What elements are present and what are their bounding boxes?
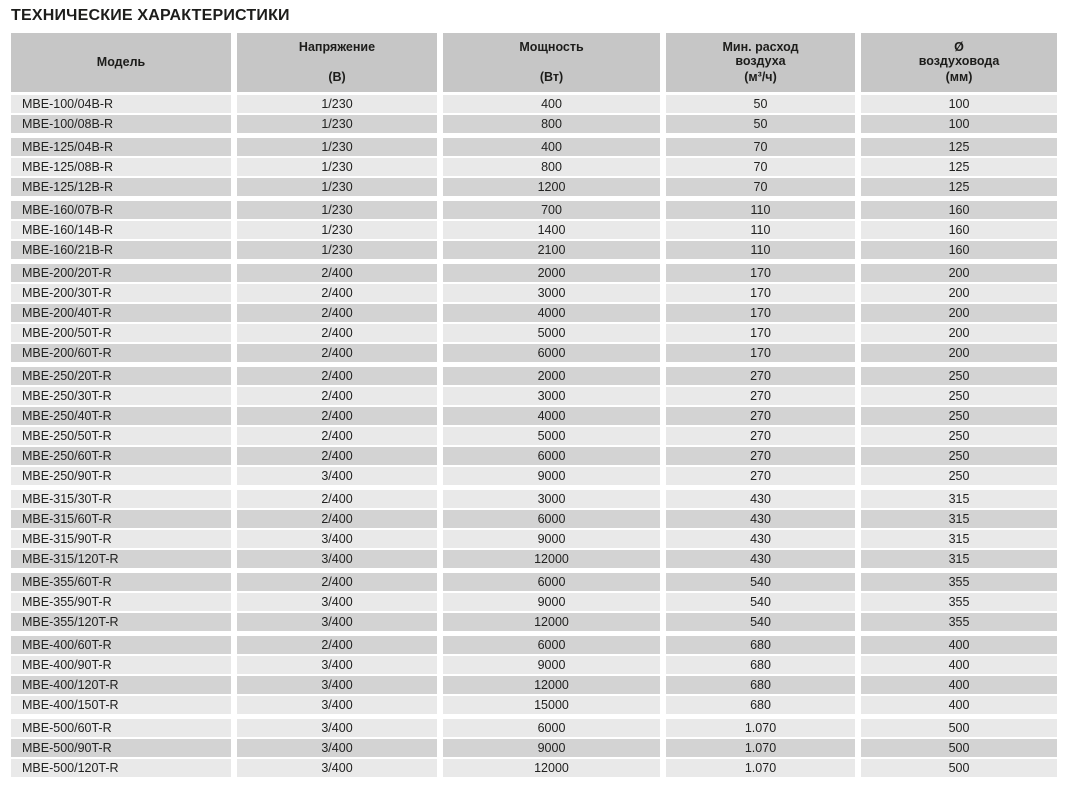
cell-power: 4000 — [443, 304, 660, 322]
table-row — [11, 719, 1057, 737]
cell-airflow: 270 — [666, 407, 855, 425]
cell-diameter: 160 — [861, 241, 1057, 259]
cell-model: MBE-355/120T-R — [11, 613, 231, 631]
table-row — [11, 304, 1057, 322]
cell-diameter: 250 — [861, 427, 1057, 445]
cell-voltage: 2/400 — [237, 284, 437, 302]
column-header-diameter-title — [919, 40, 1000, 68]
cell-voltage: 3/400 — [237, 656, 437, 674]
table-row — [11, 676, 1057, 694]
cell-voltage: 1/230 — [237, 221, 437, 239]
table-row — [11, 95, 1057, 113]
cell-airflow: 50 — [666, 95, 855, 113]
cell-model: MBE-250/50T-R — [11, 427, 231, 445]
cell-voltage: 1/230 — [237, 115, 437, 133]
table-row — [11, 387, 1057, 405]
cell-airflow: 270 — [666, 427, 855, 445]
cell-power: 15000 — [443, 696, 660, 714]
cell-airflow: 270 — [666, 367, 855, 385]
cell-model: MBE-125/08B-R — [11, 158, 231, 176]
table-row — [11, 115, 1057, 133]
column-header-airflow-title — [722, 40, 798, 68]
column-header-voltage-title — [299, 40, 375, 54]
cell-model: MBE-200/20T-R — [11, 264, 231, 282]
header-line: Ø — [954, 40, 964, 54]
cell-power: 700 — [443, 201, 660, 219]
cell-power: 5000 — [443, 427, 660, 445]
cell-diameter: 250 — [861, 467, 1057, 485]
table-row — [11, 739, 1057, 757]
cell-diameter: 100 — [861, 115, 1057, 133]
table-body — [11, 95, 1057, 777]
cell-diameter: 160 — [861, 201, 1057, 219]
cell-diameter: 250 — [861, 387, 1057, 405]
cell-airflow: 70 — [666, 138, 855, 156]
cell-power: 9000 — [443, 530, 660, 548]
column-header-voltage-unit: (В) — [328, 70, 346, 84]
cell-diameter: 500 — [861, 739, 1057, 757]
cell-diameter: 125 — [861, 138, 1057, 156]
cell-model: MBE-100/04B-R — [11, 95, 231, 113]
cell-model: MBE-500/120T-R — [11, 759, 231, 777]
cell-power: 9000 — [443, 593, 660, 611]
cell-diameter: 200 — [861, 284, 1057, 302]
table-row — [11, 593, 1057, 611]
cell-power: 1200 — [443, 178, 660, 196]
cell-power: 800 — [443, 158, 660, 176]
column-header-airflow-unit: (м³/ч) — [744, 70, 777, 84]
cell-diameter: 250 — [861, 367, 1057, 385]
cell-model: MBE-400/60T-R — [11, 636, 231, 654]
model-group — [11, 490, 1057, 568]
cell-power: 400 — [443, 95, 660, 113]
cell-model: MBE-250/40T-R — [11, 407, 231, 425]
table-row — [11, 138, 1057, 156]
cell-power: 1400 — [443, 221, 660, 239]
model-group — [11, 573, 1057, 631]
cell-diameter: 100 — [861, 95, 1057, 113]
cell-model: MBE-160/14B-R — [11, 221, 231, 239]
model-group — [11, 95, 1057, 133]
cell-airflow: 1.070 — [666, 759, 855, 777]
cell-voltage: 2/400 — [237, 573, 437, 591]
cell-voltage: 2/400 — [237, 407, 437, 425]
cell-diameter: 250 — [861, 447, 1057, 465]
cell-voltage: 2/400 — [237, 427, 437, 445]
cell-voltage: 3/400 — [237, 530, 437, 548]
table-row — [11, 367, 1057, 385]
cell-diameter: 400 — [861, 696, 1057, 714]
table-row — [11, 550, 1057, 568]
cell-model: MBE-125/04B-R — [11, 138, 231, 156]
cell-airflow: 680 — [666, 696, 855, 714]
cell-model: MBE-200/50T-R — [11, 324, 231, 342]
header-line: Напряжение — [298, 40, 376, 54]
cell-diameter: 315 — [861, 550, 1057, 568]
model-group — [11, 367, 1057, 485]
table-row — [11, 407, 1057, 425]
cell-voltage: 2/400 — [237, 447, 437, 465]
cell-model: MBE-250/90T-R — [11, 467, 231, 485]
cell-voltage: 3/400 — [237, 550, 437, 568]
column-header-power-title — [519, 40, 583, 54]
cell-power: 2100 — [443, 241, 660, 259]
cell-airflow: 540 — [666, 593, 855, 611]
cell-model: MBE-160/07B-R — [11, 201, 231, 219]
cell-airflow: 110 — [666, 221, 855, 239]
cell-diameter: 400 — [861, 656, 1057, 674]
cell-model: MBE-125/12B-R — [11, 178, 231, 196]
table-row — [11, 510, 1057, 528]
cell-diameter: 200 — [861, 264, 1057, 282]
cell-power: 800 — [443, 115, 660, 133]
cell-airflow: 680 — [666, 656, 855, 674]
cell-voltage: 3/400 — [237, 593, 437, 611]
cell-diameter: 125 — [861, 178, 1057, 196]
cell-diameter: 400 — [861, 636, 1057, 654]
cell-model: MBE-355/90T-R — [11, 593, 231, 611]
table-row — [11, 324, 1057, 342]
cell-airflow: 430 — [666, 490, 855, 508]
table-row — [11, 613, 1057, 631]
cell-diameter: 355 — [861, 573, 1057, 591]
column-header-model-title — [97, 55, 145, 69]
cell-voltage: 2/400 — [237, 304, 437, 322]
column-header-voltage — [237, 33, 437, 92]
cell-voltage: 3/400 — [237, 719, 437, 737]
table-row — [11, 284, 1057, 302]
cell-voltage: 1/230 — [237, 138, 437, 156]
cell-voltage: 2/400 — [237, 367, 437, 385]
cell-power: 6000 — [443, 573, 660, 591]
cell-model: MBE-355/60T-R — [11, 573, 231, 591]
cell-power: 2000 — [443, 367, 660, 385]
cell-model: MBE-200/40T-R — [11, 304, 231, 322]
cell-voltage: 2/400 — [237, 387, 437, 405]
cell-voltage: 1/230 — [237, 95, 437, 113]
table-row — [11, 264, 1057, 282]
cell-power: 2000 — [443, 264, 660, 282]
cell-diameter: 200 — [861, 344, 1057, 362]
cell-diameter: 500 — [861, 759, 1057, 777]
table-row — [11, 427, 1057, 445]
table-header-row — [11, 33, 1057, 92]
cell-model: MBE-500/60T-R — [11, 719, 231, 737]
cell-diameter: 250 — [861, 407, 1057, 425]
table-row — [11, 158, 1057, 176]
cell-model: MBE-200/60T-R — [11, 344, 231, 362]
cell-diameter: 200 — [861, 304, 1057, 322]
header-line: воздуховода — [918, 54, 1000, 68]
table-row — [11, 636, 1057, 654]
cell-voltage: 3/400 — [237, 759, 437, 777]
cell-power: 6000 — [443, 344, 660, 362]
cell-voltage: 3/400 — [237, 739, 437, 757]
cell-voltage: 1/230 — [237, 241, 437, 259]
cell-airflow: 680 — [666, 676, 855, 694]
cell-voltage: 1/230 — [237, 178, 437, 196]
cell-diameter: 125 — [861, 158, 1057, 176]
cell-model: MBE-160/21B-R — [11, 241, 231, 259]
cell-power: 9000 — [443, 739, 660, 757]
cell-airflow: 50 — [666, 115, 855, 133]
cell-voltage: 2/400 — [237, 510, 437, 528]
cell-voltage: 3/400 — [237, 696, 437, 714]
cell-airflow: 170 — [666, 344, 855, 362]
table-row — [11, 573, 1057, 591]
cell-power: 6000 — [443, 510, 660, 528]
cell-airflow: 170 — [666, 324, 855, 342]
cell-diameter: 160 — [861, 221, 1057, 239]
table-row — [11, 656, 1057, 674]
model-group — [11, 264, 1057, 362]
table-row — [11, 759, 1057, 777]
cell-voltage: 2/400 — [237, 490, 437, 508]
cell-airflow: 540 — [666, 613, 855, 631]
model-group — [11, 719, 1057, 777]
cell-airflow: 270 — [666, 467, 855, 485]
cell-airflow: 170 — [666, 304, 855, 322]
cell-airflow: 430 — [666, 510, 855, 528]
cell-voltage: 2/400 — [237, 636, 437, 654]
cell-airflow: 110 — [666, 201, 855, 219]
cell-airflow: 110 — [666, 241, 855, 259]
cell-model: MBE-315/60T-R — [11, 510, 231, 528]
table-row — [11, 530, 1057, 548]
header-line: воздуха — [735, 54, 786, 68]
cell-model: MBE-315/30T-R — [11, 490, 231, 508]
cell-diameter: 315 — [861, 510, 1057, 528]
cell-power: 400 — [443, 138, 660, 156]
cell-model: MBE-250/30T-R — [11, 387, 231, 405]
page-title: ТЕХНИЧЕСКИЕ ХАРАКТЕРИСТИКИ — [11, 7, 290, 24]
cell-model: MBE-400/150T-R — [11, 696, 231, 714]
cell-model: MBE-200/30T-R — [11, 284, 231, 302]
cell-model: MBE-315/120T-R — [11, 550, 231, 568]
column-header-model — [11, 33, 231, 92]
cell-power: 12000 — [443, 676, 660, 694]
cell-airflow: 1.070 — [666, 719, 855, 737]
table-row — [11, 447, 1057, 465]
column-header-airflow — [666, 33, 855, 92]
cell-model: MBE-500/90T-R — [11, 739, 231, 757]
cell-airflow: 680 — [666, 636, 855, 654]
cell-power: 3000 — [443, 284, 660, 302]
model-group — [11, 201, 1057, 259]
table-row — [11, 490, 1057, 508]
cell-model: MBE-315/90T-R — [11, 530, 231, 548]
cell-airflow: 430 — [666, 550, 855, 568]
header-line: Мощность — [519, 40, 584, 54]
model-group — [11, 138, 1057, 196]
cell-power: 4000 — [443, 407, 660, 425]
model-group — [11, 636, 1057, 714]
cell-power: 3000 — [443, 490, 660, 508]
table-row — [11, 467, 1057, 485]
cell-airflow: 270 — [666, 387, 855, 405]
cell-voltage: 2/400 — [237, 324, 437, 342]
cell-airflow: 70 — [666, 158, 855, 176]
cell-voltage: 3/400 — [237, 467, 437, 485]
cell-airflow: 1.070 — [666, 739, 855, 757]
cell-diameter: 355 — [861, 593, 1057, 611]
cell-power: 12000 — [443, 613, 660, 631]
table-row — [11, 696, 1057, 714]
cell-model: MBE-250/20T-R — [11, 367, 231, 385]
cell-power: 6000 — [443, 447, 660, 465]
cell-airflow: 70 — [666, 178, 855, 196]
cell-model: MBE-400/90T-R — [11, 656, 231, 674]
cell-model: MBE-100/08B-R — [11, 115, 231, 133]
cell-voltage: 1/230 — [237, 158, 437, 176]
cell-power: 5000 — [443, 324, 660, 342]
column-header-diameter — [861, 33, 1057, 92]
cell-voltage: 3/400 — [237, 613, 437, 631]
cell-voltage: 1/230 — [237, 201, 437, 219]
cell-power: 3000 — [443, 387, 660, 405]
cell-diameter: 355 — [861, 613, 1057, 631]
cell-voltage: 2/400 — [237, 264, 437, 282]
cell-airflow: 170 — [666, 284, 855, 302]
header-line: Модель — [96, 55, 146, 69]
cell-airflow: 430 — [666, 530, 855, 548]
header-line: Мин. расход — [722, 40, 799, 54]
table-row — [11, 344, 1057, 362]
table-row — [11, 221, 1057, 239]
cell-diameter: 315 — [861, 530, 1057, 548]
column-header-power — [443, 33, 660, 92]
table-row — [11, 241, 1057, 259]
cell-power: 12000 — [443, 550, 660, 568]
cell-model: MBE-400/120T-R — [11, 676, 231, 694]
cell-airflow: 170 — [666, 264, 855, 282]
cell-diameter: 315 — [861, 490, 1057, 508]
cell-power: 9000 — [443, 467, 660, 485]
cell-voltage: 3/400 — [237, 676, 437, 694]
cell-voltage: 2/400 — [237, 344, 437, 362]
table-row — [11, 201, 1057, 219]
table-row — [11, 178, 1057, 196]
cell-power: 6000 — [443, 719, 660, 737]
cell-power: 6000 — [443, 636, 660, 654]
cell-airflow: 270 — [666, 447, 855, 465]
cell-diameter: 400 — [861, 676, 1057, 694]
cell-model: MBE-250/60T-R — [11, 447, 231, 465]
cell-diameter: 500 — [861, 719, 1057, 737]
cell-airflow: 540 — [666, 573, 855, 591]
column-header-diameter-unit: (мм) — [945, 70, 973, 84]
column-header-power-unit: (Вт) — [539, 70, 564, 84]
spec-table — [11, 33, 1057, 777]
cell-power: 9000 — [443, 656, 660, 674]
cell-power: 12000 — [443, 759, 660, 777]
cell-diameter: 200 — [861, 324, 1057, 342]
